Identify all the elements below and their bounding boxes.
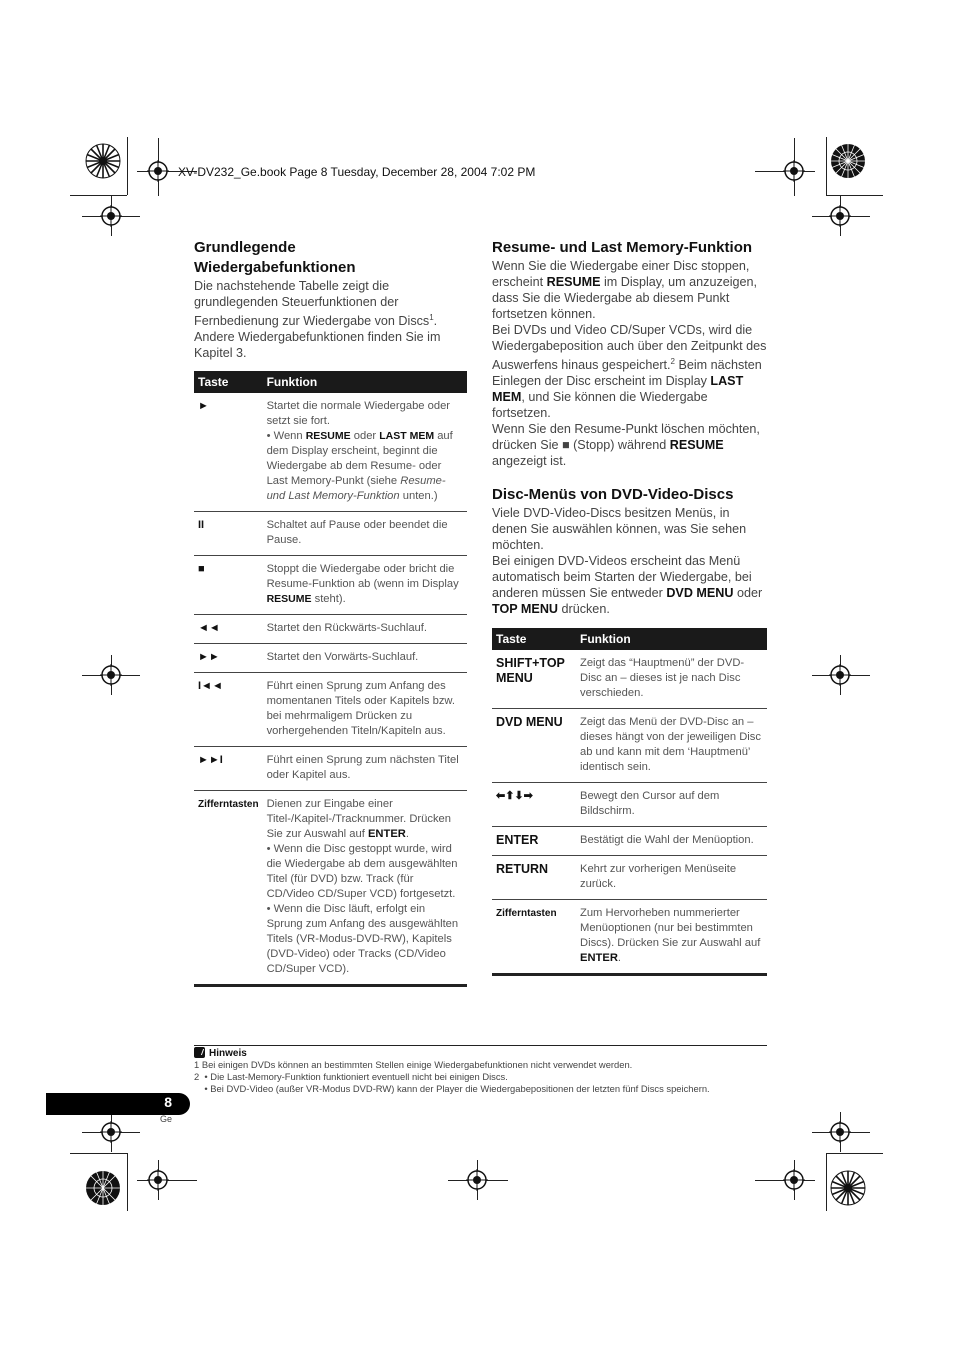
- table-header: [194, 371, 467, 393]
- note-heading: Hinweis: [194, 1047, 247, 1059]
- print-slug: XV-DV232_Ge.book Page 8 Tuesday, December 28, 2004 7:02 PM: [178, 165, 536, 179]
- registration-star-icon: [85, 1170, 121, 1206]
- table-row: [492, 709, 767, 783]
- registration-star-icon: [85, 143, 121, 179]
- arrow-keys-icon: ⬅⬆⬇➡: [492, 783, 576, 827]
- footnote-2: 2 • Die Last-Memory-Funktion funktioniert eventuell nicht bei einigen Discs.: [194, 1071, 508, 1082]
- pause-key-icon: II: [194, 512, 263, 556]
- crosshair-icon: [783, 160, 805, 182]
- note-pencil-icon: [194, 1047, 205, 1058]
- return-key: RETURN: [492, 856, 576, 900]
- language-code: Ge: [160, 1114, 173, 1124]
- function-cell: Stoppt die Wiedergabe oder bricht die Resume-Funktion ab (wenn im Display RESUME steht).: [263, 556, 467, 615]
- crosshair-icon: [100, 664, 122, 686]
- table-row: [194, 673, 467, 747]
- left-column: [194, 238, 467, 987]
- crosshair-icon: [147, 160, 169, 182]
- enter-key: ENTER: [492, 827, 576, 856]
- function-cell: Führt einen Sprung zum nächsten Titel oder Kapitel aus.: [263, 747, 467, 791]
- crosshair-icon: [100, 1121, 122, 1143]
- rewind-key-icon: ◄◄: [194, 615, 263, 644]
- section-heading: Grundlegende Wiedergabefunktionen: [194, 239, 356, 276]
- table-row: [194, 644, 467, 673]
- crosshair-icon: [466, 1169, 488, 1191]
- table-row: [492, 783, 767, 827]
- crosshair-icon: [100, 205, 122, 227]
- menu-paragraph: Bei einigen DVD-Videos erscheint das Menü automatisch beim Starten der Wiedergabe, bei anderen müssen Sie entweder DVD MENU oder TOP MENU drücken.: [492, 554, 763, 617]
- menu-function-table: [492, 628, 767, 976]
- function-cell: Bestätigt die Wahl der Menüoption.: [576, 827, 767, 856]
- resume-heading: Resume- und Last Memory-Funktion: [492, 239, 753, 256]
- resume-paragraph: Bei DVDs und Video CD/Super VCDs, wird die Wiedergabeposition auch über den Zeitpunkt des Auswerfens hinaus gespeichert.$^2$ Beim nächsten Einlegen der Disc erscheint im Display LAST MEM, und Sie können die Wiedergabe fortsetzen.: [492, 323, 767, 421]
- table-row: [492, 856, 767, 900]
- table-row: [194, 615, 467, 644]
- function-cell: Führt einen Sprung zum Anfang des momentanen Titels oder Kapitels bzw. bei mehrmaligem Drücken zu vorhergehenden Titeln/Kapiteln aus.: [263, 673, 467, 747]
- crosshair-icon: [829, 664, 851, 686]
- crosshair-icon: [829, 205, 851, 227]
- menu-heading: Disc-Menüs von DVD-Video-Discs: [492, 486, 734, 504]
- function-cell: Startet den Rückwärts-Suchlauf.: [263, 615, 467, 644]
- function-cell: Zeigt das “Hauptmenü” der DVD-Disc an – dieses ist je nach Disc verschieden.: [576, 650, 767, 709]
- table-row: [194, 393, 467, 512]
- function-cell: Zum Hervorheben nummerierter Menüoptionen (nur bei bestimmten Discs). Drücken Sie zur Auswahl auf ENTER.: [576, 900, 767, 975]
- right-column: [492, 238, 767, 976]
- footnote-2b: • Bei DVD-Video (außer VR-Modus DVD-RW) kann der Player die Wiedergabepositionen der letzten fünf Discs speichern.: [194, 1083, 710, 1094]
- footnote-1: 1 Bei einigen DVDs können an bestimmten Stellen einige Wiedergabefunktionen nicht verwendet werden.: [194, 1059, 633, 1070]
- registration-star-icon: [830, 1170, 866, 1206]
- number-keys-label: Zifferntasten: [492, 900, 576, 975]
- table-row: [492, 650, 767, 709]
- col-header-function: Funktion: [576, 628, 767, 650]
- stop-key-icon: ■: [194, 556, 263, 615]
- previous-key-icon: I◄◄: [194, 673, 263, 747]
- note-divider: [194, 1045, 767, 1046]
- function-cell: Kehrt zur vorherigen Menüseite zurück.: [576, 856, 767, 900]
- col-header-key: Taste: [492, 628, 576, 650]
- table-row: [194, 556, 467, 615]
- function-cell: Schaltet auf Pause oder beendet die Pause.: [263, 512, 467, 556]
- shift-top-menu-key: SHIFT+TOP MENU: [492, 650, 576, 709]
- number-keys-label: Zifferntasten: [194, 791, 263, 986]
- function-cell: Zeigt das Menü der DVD-Disc an – dieses hängt von der jeweiligen Disc ab und kann mit dem ‘Hauptmenü’ identisch sein.: [576, 709, 767, 783]
- table-row: [492, 827, 767, 856]
- intro-paragraph: Die nachstehende Tabelle zeigt die grundlegenden Steuerfunktionen der Fernbedienung zur Wiedergabe von Discs$^1$. Andere Wiedergabefunktionen finden Sie im Kapitel 3.: [194, 279, 441, 361]
- dvd-menu-key: DVD MENU: [492, 709, 576, 783]
- table-row: [194, 512, 467, 556]
- crosshair-icon: [147, 1169, 169, 1191]
- menu-paragraph: Viele DVD-Video-Discs besitzen Menüs, in denen Sie auswählen können, was Sie sehen möchten.: [492, 506, 747, 553]
- function-cell: Startet den Vorwärts-Suchlauf.: [263, 644, 467, 673]
- table-row: [492, 900, 767, 975]
- table-row: [194, 747, 467, 791]
- table-header: [492, 628, 767, 650]
- crosshair-icon: [783, 1169, 805, 1191]
- resume-paragraph: Wenn Sie die Wiedergabe einer Disc stoppen, erscheint RESUME im Display, um anzuzeigen, dass Sie die Wiedergabe ab diesem Punkt fortsetzen können.: [492, 259, 758, 321]
- playback-function-table: [194, 371, 467, 987]
- function-cell: Bewegt den Cursor auf dem Bildschirm.: [576, 783, 767, 827]
- table-row: [194, 791, 467, 986]
- function-cell: Startet die normale Wiedergabe oder setzt sie fort. • Wenn RESUME oder LAST MEM auf dem Display erscheint, beginnt die Wiedergabe ab dem Resume- oder Last Memory-Punkt (siehe Resume- und Last Memory-Funktion unten.): [263, 393, 467, 512]
- function-cell: Dienen zur Eingabe einer Titel-/Kapitel-/Tracknummer. Drücken Sie zur Auswahl auf ENTER. • Wenn die Disc gestoppt wurde, wird die Wiedergabe ab dem ausgewählten Titel (für DVD) bzw. Track (für CD/Video CD/Super VCD) fortgesetzt. • Wenn die Disc läuft, erfolgt ein Sprung zum Anfang des ausgewählten Titels (VR-Modus-DVD-RW), Kapitels (DVD-Video) oder Tracks (CD/Video CD/Super VCD).: [263, 791, 467, 986]
- play-key-icon: ►: [194, 393, 263, 512]
- col-header-key: Taste: [194, 371, 263, 393]
- page-number: 8: [164, 1094, 172, 1110]
- col-header-function: Funktion: [263, 371, 467, 393]
- forward-key-icon: ►►: [194, 644, 263, 673]
- registration-star-icon: [830, 143, 866, 179]
- next-key-icon: ►►I: [194, 747, 263, 791]
- resume-paragraph: Wenn Sie den Resume-Punkt löschen möchten, drücken Sie ■ (Stopp) während RESUME angezeigt ist.: [492, 422, 760, 469]
- crosshair-icon: [829, 1121, 851, 1143]
